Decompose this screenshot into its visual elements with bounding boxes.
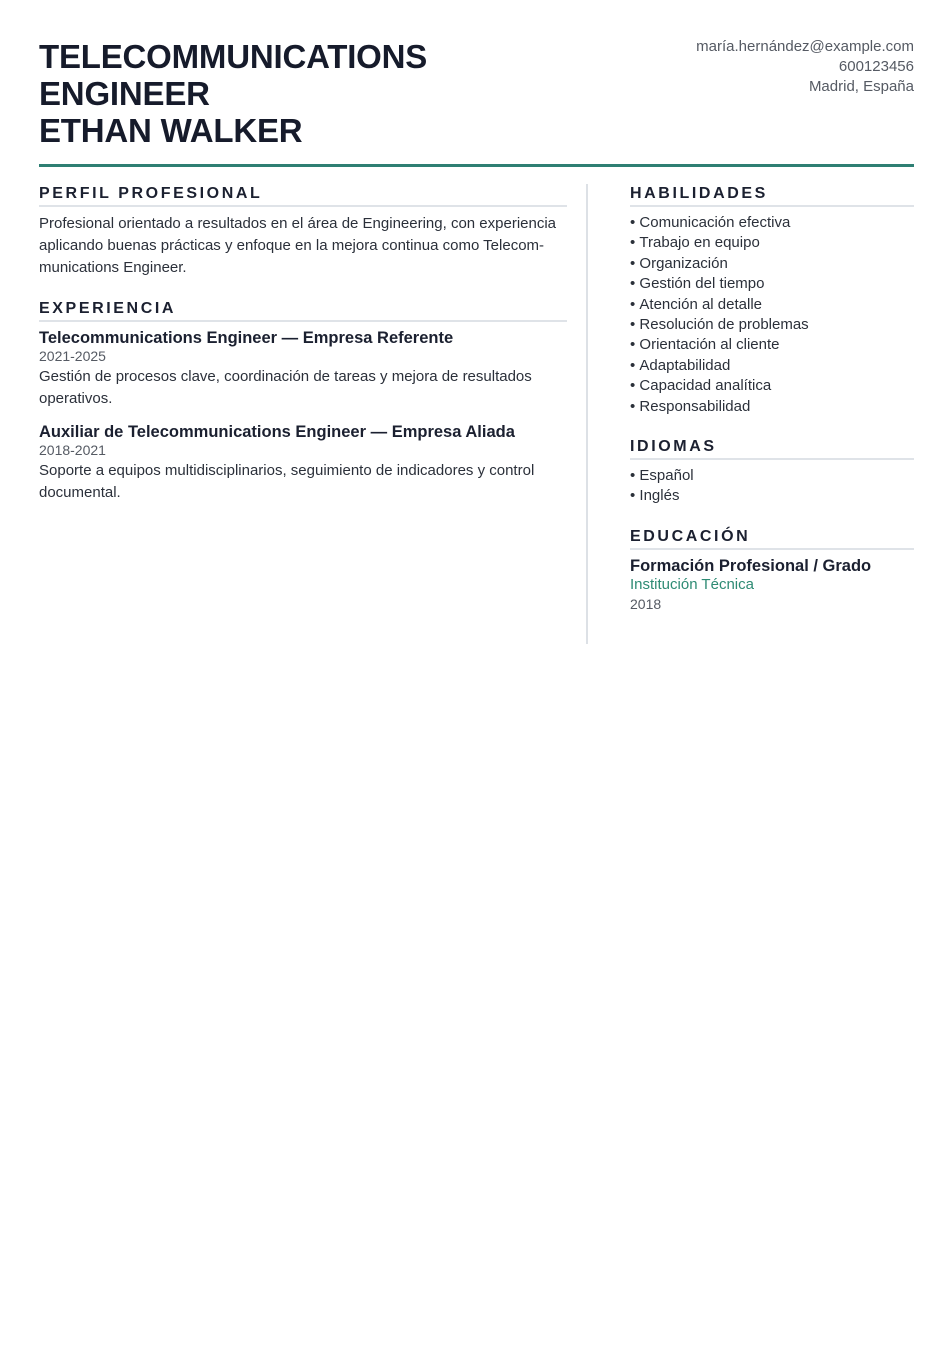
list-item: • Gestión del tiempo: [630, 274, 914, 294]
job-description: Gestión de procesos clave, coordinación de tareas y mejora de resultados operativos.: [39, 368, 532, 407]
page-title: [39, 38, 427, 149]
list-item: • Orientación al cliente: [630, 335, 914, 355]
profile-text: Profesional orientado a resultados en el área de Engineering, con experiencia aplicando buenas prácticas y enfoque en la mejora continua como Telecom-munications Engineer.: [39, 215, 557, 276]
header-divider: [39, 164, 914, 167]
languages-heading: IDIOMAS: [630, 437, 914, 460]
skills-section: [630, 184, 914, 417]
list-item: • Adaptabilidad: [630, 356, 914, 376]
job-entry: [39, 329, 567, 410]
profile-section: [39, 184, 567, 279]
languages-list: [630, 466, 914, 507]
list-item: • Organización: [630, 254, 914, 274]
contact-email: maría.hernández@example.com: [696, 38, 914, 55]
list-item: • Responsabilidad: [630, 397, 914, 417]
contact-phone: 600123456: [838, 58, 914, 75]
contact-location: Madrid, España: [808, 78, 914, 95]
job-title: Auxiliar de Telecommunications Engineer — Empresa Aliada: [39, 423, 515, 441]
list-item: • Español: [630, 466, 914, 486]
list-item: • Comunicación efectiva: [630, 213, 914, 233]
education-institution: Institución Técnica: [630, 575, 754, 593]
title-line-job-2: ENGINEER: [39, 75, 210, 112]
title-line-name: ETHAN WALKER: [39, 112, 303, 149]
contact-block: [696, 37, 914, 97]
languages-section: [630, 437, 914, 507]
resume-header: [39, 0, 914, 168]
list-item: • Inglés: [630, 486, 914, 506]
list-item: • Resolución de problemas: [630, 315, 914, 335]
education-section: [630, 527, 914, 614]
job-dates: 2021-2025: [39, 348, 106, 364]
education-year: 2018: [630, 595, 662, 612]
resume-page: [39, 0, 914, 612]
list-item: • Trabajo en equipo: [630, 233, 914, 253]
job-entry: [39, 423, 567, 504]
skills-list: [630, 213, 914, 417]
experience-heading: EXPERIENCIA: [39, 299, 567, 322]
education-heading: EDUCACIÓN: [630, 527, 914, 550]
main-column: [39, 184, 567, 514]
title-line-job: TELECOMMUNICATIONS: [39, 38, 428, 75]
skills-heading: HABILIDADES: [630, 184, 914, 207]
experience-section: [39, 299, 567, 504]
job-description: Soporte a equipos multidisciplinarios, seguimiento de indicadores y control documental.: [39, 462, 535, 501]
profile-heading: PERFIL PROFESIONAL: [39, 184, 567, 207]
list-item: • Atención al detalle: [630, 295, 914, 315]
job-title: Telecommunications Engineer — Empresa Referente: [39, 329, 454, 347]
job-dates: 2018-2021: [39, 442, 106, 458]
education-degree: Formación Profesional / Grado: [630, 556, 872, 575]
list-item: • Capacidad analítica: [630, 376, 914, 396]
sidebar-column: [630, 184, 914, 614]
column-divider: [586, 184, 588, 644]
